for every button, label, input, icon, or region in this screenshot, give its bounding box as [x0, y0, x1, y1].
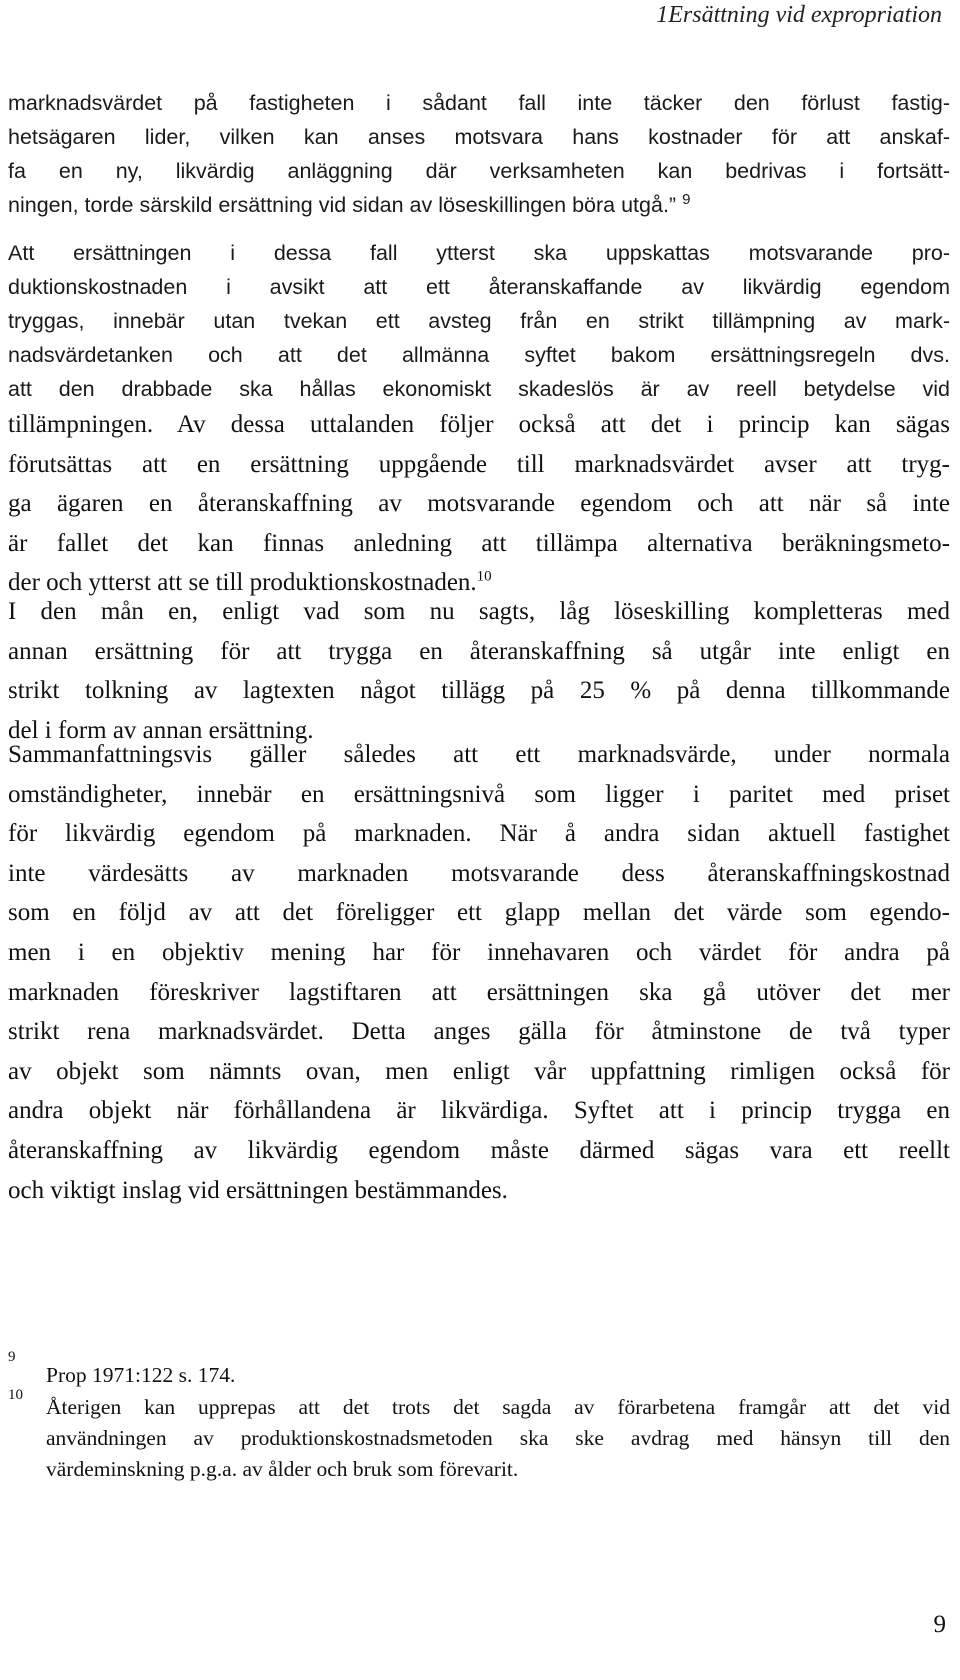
text-line: Att ersättningen i dessa fall ytterst ska uppskattas motsvarande pro-: [8, 241, 950, 265]
text-line: ningen, torde särskild ersättning vid sidan av löseskillingen böra utgå.”: [8, 193, 677, 217]
page-number: 9: [933, 1611, 946, 1638]
text-line: Sammanfattningsvis gäller således att ett marknadsvärde, under normala: [8, 741, 950, 768]
text-line: fa en ny, likvärdig anläggning där verksamheten kan bedrivas i fortsätt-: [8, 159, 950, 183]
footnote-text: [46, 1392, 950, 1485]
text-line: och viktigt inslag vid ersättningen bestämmandes.: [8, 1176, 508, 1204]
text-line: strikt rena marknadsvärdet. Detta anges gälla för åtminstone de två typer: [8, 1018, 950, 1046]
text-line: förutsättas att en ersättning uppgående till marknadsvärdet avser att tryg-: [8, 450, 950, 478]
text-line: för likvärdig egendom på marknaden. När å andra sidan aktuell fastighet: [8, 820, 950, 848]
text-line: att den drabbade ska hållas ekonomiskt skadeslös är av reell betydelse vid: [8, 377, 950, 401]
footnote-number: 9: [8, 1349, 16, 1365]
footnote-number: 10: [8, 1387, 23, 1403]
body-paragraph: [8, 735, 950, 1210]
text-line: del i form av annan ersättning.: [8, 716, 314, 744]
text-line: andra objekt när förhållandena är likvärdiga. Syftet att i princip trygga en: [8, 1097, 950, 1125]
text-line: marknadsvärdet på fastigheten i sådant fall inte täcker den förlust fastig-: [8, 91, 950, 115]
text-line: strikt tolkning av lagtexten något tillägg på 25 % på denna tillkommande: [8, 677, 950, 705]
text-line: duktionskostnaden i avsikt att ett återanskaffande av likvärdig egendom: [8, 275, 950, 299]
quoted-paragraph: [8, 86, 950, 222]
footnote-line: värdeminskning p.g.a. av ålder och bruk som förevarit.: [46, 1457, 519, 1481]
text-line: I den mån en, enligt vad som nu sagts, låg löseskilling kompletteras med: [8, 598, 950, 625]
body-paragraph-serif-continuation: [8, 405, 950, 603]
text-line: av objekt som nämnts ovan, men enligt vår uppfattning rimligen också för: [8, 1057, 950, 1085]
body-paragraph-sans: [8, 236, 950, 406]
text-line: ga ägaren en återanskaffning av motsvarande egendom och att när så inte: [8, 490, 950, 518]
footnote-line: Prop 1971:122 s. 174.: [46, 1363, 236, 1387]
text-line: inte värdesätts av marknaden motsvarande dess återanskaffningskostnad: [8, 859, 950, 887]
footnote-reference[interactable]: 10: [476, 569, 492, 586]
text-line: der och ytterst att se till produktionskostnaden.: [8, 569, 477, 597]
text-line: är fallet det kan finnas anledning att tillämpa alternativa beräkningsmeto-: [8, 529, 950, 557]
text-line-with-footnote: [8, 188, 950, 222]
text-line: hetsägaren lider, vilken kan anses motsvara hans kostnader för att anskaf-: [8, 125, 950, 149]
footnote-text: [46, 1360, 950, 1391]
text-line: marknaden föreskriver lagstiftaren att ersättningen ska gå utöver det mer: [8, 978, 950, 1006]
running-header: 1Ersättning vid expropriation: [656, 2, 942, 28]
body-paragraph: [8, 592, 950, 750]
footnote-line: Återigen kan upprepas att det trots det sagda av förarbetena framgår att det vid: [46, 1395, 950, 1419]
footnote-reference[interactable]: 9: [682, 190, 691, 208]
footnote-line: användningen av produktionskostnadsmetoden ska ske avdrag med hänsyn till den: [46, 1426, 950, 1450]
text-line: tryggas, innebär utan tvekan ett avsteg från en strikt tillämpning av mark-: [8, 309, 950, 333]
text-line: men i en objektiv mening har för innehavaren och värdet för andra på: [8, 938, 950, 966]
text-line: annan ersättning för att trygga en återanskaffning så utgår inte enligt en: [8, 637, 950, 665]
text-line: som en följd av att det föreligger ett glapp mellan det värde som egendo-: [8, 899, 950, 927]
text-line: återanskaffning av likvärdig egendom måste därmed sägas vara ett reellt: [8, 1136, 950, 1164]
text-line: tillämpningen. Av dessa uttalanden följer också att det i princip kan sägas: [8, 411, 950, 438]
text-line: nadsvärdetanken och att det allmänna syftet bakom ersättningsregeln dvs.: [8, 343, 950, 367]
text-line: omständigheter, innebär en ersättningsnivå som ligger i paritet med priset: [8, 780, 950, 808]
